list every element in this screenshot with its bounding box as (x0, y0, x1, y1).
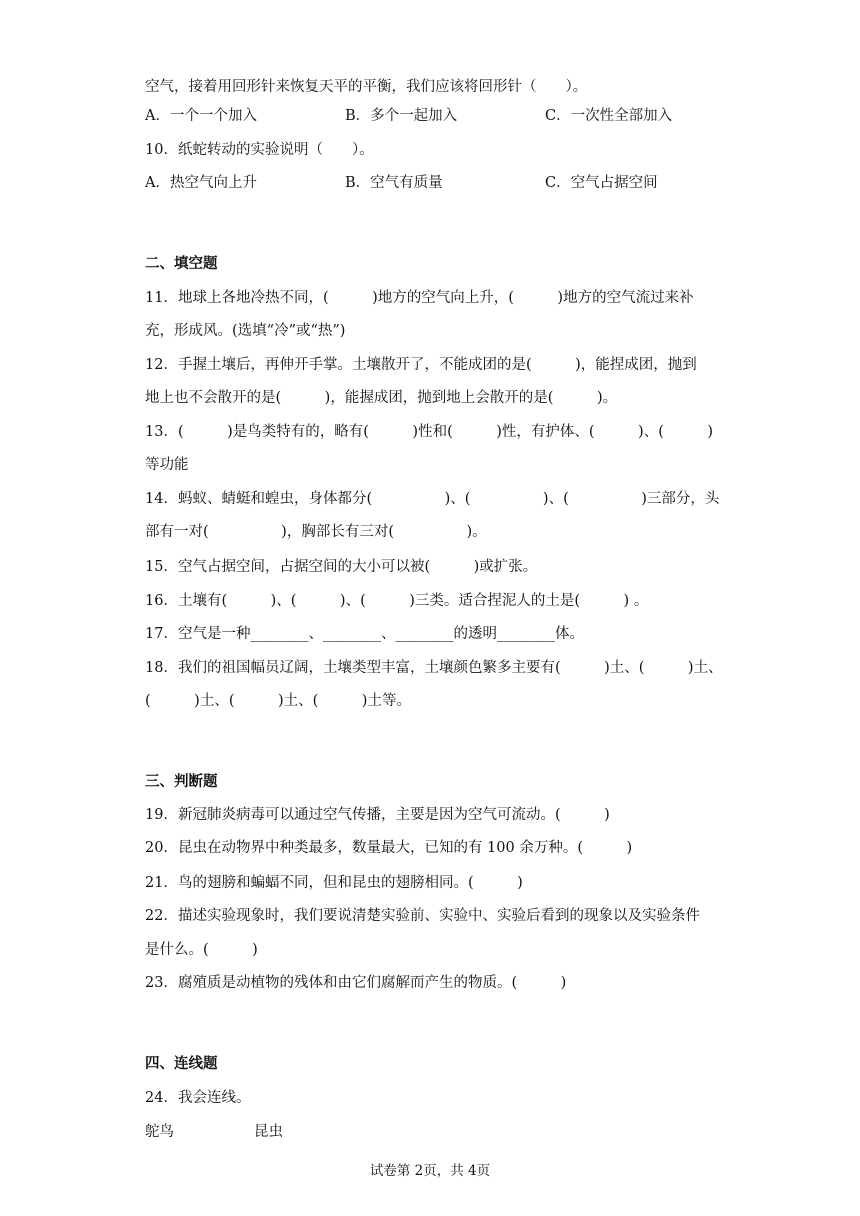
question-15: 15．空气占据空间，占据空间的大小可以被( )或扩张。 (145, 559, 538, 575)
section-2-title: 二、填空题 (145, 255, 218, 272)
q9-option-b: B．多个一起加入 (345, 108, 458, 124)
question-23: 23．腐殖质是动植物的残体和由它们腐解而产生的物质。( ) (145, 975, 567, 991)
question-9-continuation: 空气，接着用回形针来恢复天平的平衡，我们应该将回形针（ ）。 (145, 79, 588, 95)
q9-option-c: C．一次性全部加入 (545, 108, 673, 124)
question-22-line-2: 是什么。( ) (145, 942, 258, 958)
question-14-line-1: 14．蚂蚁、蜻蜓和蝗虫，身体都分( )、( )、( )三部分，头 (145, 491, 720, 507)
match-item-ostrich: 鸵鸟 (145, 1124, 174, 1140)
question-16: 16．土壤有( )、( )、( )三类。适合捏泥人的土是( ) 。 (145, 593, 649, 609)
question-19: 19．新冠肺炎病毒可以通过空气传播，主要是因为空气可流动。( ) (145, 807, 610, 823)
question-21: 21．鸟的翅膀和蝙蝠不同，但和昆虫的翅膀相同。( ) (145, 875, 523, 891)
question-17: 17．空气是一种________、________、________的透明________体。 (145, 626, 584, 642)
section-3-title: 三、判断题 (145, 773, 218, 790)
question-10: 10．纸蛇转动的实验说明（ ）。 (145, 142, 374, 158)
question-24: 24．我会连线。 (145, 1090, 251, 1106)
page-footer: 试卷第 2页，共 4页 (369, 1163, 491, 1179)
q10-option-c: C．空气占据空间 (545, 175, 658, 191)
question-12-line-2: 地上也不会散开的是( )，能握成团，抛到地上会散开的是( )。 (145, 390, 618, 406)
question-20: 20．昆虫在动物界中种类最多，数量最大，已知的有 100 余万种。( ) (145, 840, 633, 856)
q9-option-a: A．一个一个加入 (145, 108, 257, 124)
q10-option-a: A．热空气向上升 (145, 175, 257, 191)
question-11-line-2: 充，形成风。(选填“冷”或“热”) (145, 323, 346, 339)
question-13-line-1: 13．( )是鸟类特有的，略有( )性和( )性，有护体、( )、( ) (145, 424, 714, 440)
question-12-line-1: 12．手握土壤后，再伸开手掌。土壤散开了，不能成团的是( )，能捏成团，抛到 (145, 357, 697, 373)
question-11-line-1: 11．地球上各地冷热不同，( )地方的空气向上升，( )地方的空气流过来补 (145, 290, 694, 306)
question-22-line-1: 22．描述实验现象时，我们要说清楚实验前、实验中、实验后看到的现象以及实验条件 (145, 908, 700, 924)
section-4-title: 四、连线题 (145, 1055, 218, 1072)
match-item-insect: 昆虫 (254, 1124, 283, 1140)
q10-option-b: B．空气有质量 (345, 175, 443, 191)
question-18-line-2: ( )土、( )土、( )土等。 (145, 693, 411, 709)
question-18-line-1: 18．我们的祖国幅员辽阔，土壤类型丰富，土壤颜色繁多主要有( )土、( )土、 (145, 660, 723, 676)
question-14-line-2: 部有一对( )，胸部长有三对( )。 (145, 524, 487, 540)
question-13-line-2: 等功能 (145, 457, 189, 473)
